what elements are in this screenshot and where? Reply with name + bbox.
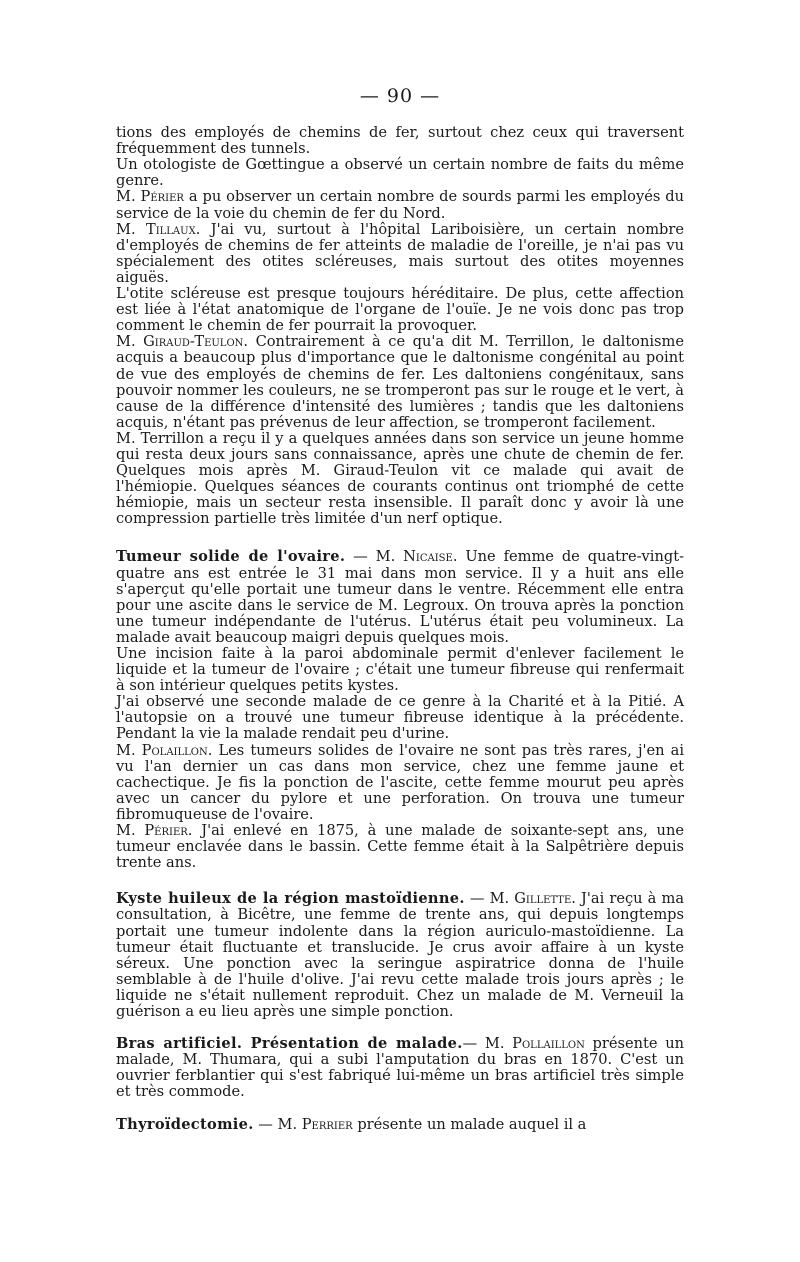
paragraph-text: L'otite scléreuse est presque toujours héréditaire. De plus, cette affection est liée à l'état anatomique de l'organe de l'ouïe. Je ne vois donc pas trop comment le chemin de fer pourrait la provoquer. bbox=[116, 285, 684, 335]
section-heading: Thyroïdectomie. bbox=[116, 1116, 254, 1134]
paragraph-text: J'ai enlevé en 1875, à une malade de soixante-sept ans, une tumeur enclavée dans le bassin. Cette femme était à la Salpêtrière depuis trente ans. bbox=[116, 822, 684, 872]
page-number: — 90 — bbox=[359, 85, 441, 107]
paragraph bbox=[116, 334, 684, 431]
section-spacer bbox=[116, 871, 684, 891]
section-spacer bbox=[116, 1100, 684, 1117]
paragraph-text: Contrairement à ce qu'a dit M. Terrillon, le daltonisme acquis a beaucoup plus d'importance que le daltonisme congénital au point de vue des employés de chemins de fer. Les daltoniens congénitaux, sans pouvoir nommer les couleurs, ne se tromperont pas sur le rouge et le vert, à cause de la différence d'intensité des lumières ; tandis que les daltoniens acquis, n'étant pas prévenus de leur affection, se tromperont facilement. bbox=[116, 333, 684, 431]
section-spacer bbox=[116, 527, 684, 549]
paragraph-text: J'ai observé une seconde malade de ce genre à la Charité et à la Pitié. A l'autopsie on a trouvé une tumeur fibreuse identique à la précédente. Pendant la vie la malade rendait peu d'urine. bbox=[116, 693, 684, 743]
section-heading: Kyste huileux de la région mastoïdienne. bbox=[116, 890, 465, 908]
paragraph bbox=[116, 125, 684, 157]
paragraph-text: a pu observer un certain nombre de sourds parmi les employés du service de la voie du chemin de fer du Nord. bbox=[116, 188, 684, 222]
section-heading: Tumeur solide de l'ovaire. bbox=[116, 548, 346, 566]
speaker-name: M. Polaillon. bbox=[116, 741, 213, 759]
speaker-name: M. Périer. bbox=[116, 822, 193, 840]
speaker-name: M. Tillaux. bbox=[116, 220, 201, 238]
speaker-name: M. Périer bbox=[116, 188, 184, 206]
section-spacer bbox=[116, 1020, 684, 1036]
paragraph-text: J'ai reçu à ma consultation, à Bicêtre, une femme de trente ans, qui depuis longtemps portait une tumeur indolente dans la région auriculo-mastoïdienne. La tumeur était fluctuante et translucide. Je crus avoir affaire à un kyste séreux. Une ponction avec la seringue aspiratrice donna de l'huile semblable à de l'huile d'olive. J'ai revu cette malade trois jours après ; le liquide ne s'était nullement reproduit. Chez un malade de M. Verneuil la guérison a eu lieu après une simple ponction. bbox=[116, 890, 685, 1020]
paragraph-text: M. Terrillon a reçu il y a quelques années dans son service un jeune homme qui resta deux jours sans connaissance, après une chute de chemin de fer. Quelques mois après M. Giraud-Teulon vit ce malade qui avait de l'hémiopie. Quelques séances de courants continus ont triomphé de cette hémiopie, mais un secteur resta insensible. Il paraît donc y avoir là une compression partielle très limitée d'un nerf optique. bbox=[116, 429, 684, 528]
dash: — bbox=[462, 1035, 485, 1053]
speaker-name: M. Giraud-Teulon. bbox=[116, 333, 249, 351]
section-kyste bbox=[116, 891, 684, 1020]
paragraph bbox=[116, 646, 684, 694]
paragraph bbox=[116, 222, 684, 286]
speaker-name: M. Nicaise. bbox=[375, 548, 458, 566]
speaker-name: M. Pollaillon bbox=[484, 1035, 585, 1053]
paragraph-text: tions des employés de chemins de fer, surtout chez ceux qui traversent fréquemment des tunnels. bbox=[116, 124, 684, 158]
section-bras bbox=[116, 1036, 684, 1100]
section-tumeur bbox=[116, 549, 684, 646]
paragraph bbox=[116, 694, 684, 742]
speaker-name: M. Perrier bbox=[277, 1116, 353, 1134]
dash: — bbox=[253, 1116, 278, 1134]
paragraph-text: Une incision faite à la paroi abdominale permit d'enlever facilement le liquide et la tumeur de l'ovaire ; c'était une tumeur fibreuse qui renfermait à son intérieur quelques petits kystes. bbox=[116, 645, 684, 695]
page bbox=[116, 84, 684, 1134]
paragraph bbox=[116, 157, 684, 189]
section-thyroidectomie bbox=[116, 1117, 684, 1133]
paragraph bbox=[116, 286, 684, 334]
dash: — bbox=[464, 890, 490, 908]
paragraph-text: Un otologiste de Gœttingue a observé un certain nombre de faits du même genre. bbox=[116, 156, 684, 190]
paragraph bbox=[116, 431, 684, 528]
paragraph-text: présente un malade, M. Thumara, qui a subi l'amputation du bras en 1870. C'est un ouvrier ferblantier qui s'est fabriqué lui-même un bras artificiel très simple et très commode. bbox=[116, 1035, 685, 1101]
paragraph-text: Une femme de quatre-vingt-quatre ans est entrée le 31 mai dans mon service. Il y a huit ans elle s'aperçut qu'elle portait une tumeur dans le ventre. Récemment elle entra pour une ascite dans le service de M. Legroux. On trouva après la ponction une tumeur indépendante de l'utérus. L'utérus était peu volumineux. La malade avait beaucoup maigri depuis quelques mois. bbox=[116, 548, 685, 646]
speaker-name: M. Gillette. bbox=[489, 890, 576, 908]
paragraph bbox=[116, 743, 684, 823]
paragraph bbox=[116, 823, 684, 871]
paragraph bbox=[116, 189, 684, 221]
paragraph-text: J'ai vu, surtout à l'hôpital Lariboisière, un certain nombre d'employés de chemins de fer atteints de maladie de l'oreille, je n'ai pas vu spécialement des otites scléreuses, mais surtout des otites moyennes aiguës. bbox=[116, 220, 684, 286]
paragraph-text: Les tumeurs solides de l'ovaire ne sont pas très rares, j'en ai vu l'an dernier un cas dans mon service, chez une femme jaune et cachectique. Je fis la ponction de l'ascite, cette femme mourut peu après avec un cancer du pylore et une perforation. On trouva une tumeur fibromuqueuse de l'ovaire. bbox=[116, 741, 684, 823]
section-heading: Bras artificiel. Présentation de malade. bbox=[116, 1035, 463, 1053]
paragraph-text: présente un malade auquel il a bbox=[352, 1116, 587, 1134]
dash: — bbox=[345, 548, 376, 566]
